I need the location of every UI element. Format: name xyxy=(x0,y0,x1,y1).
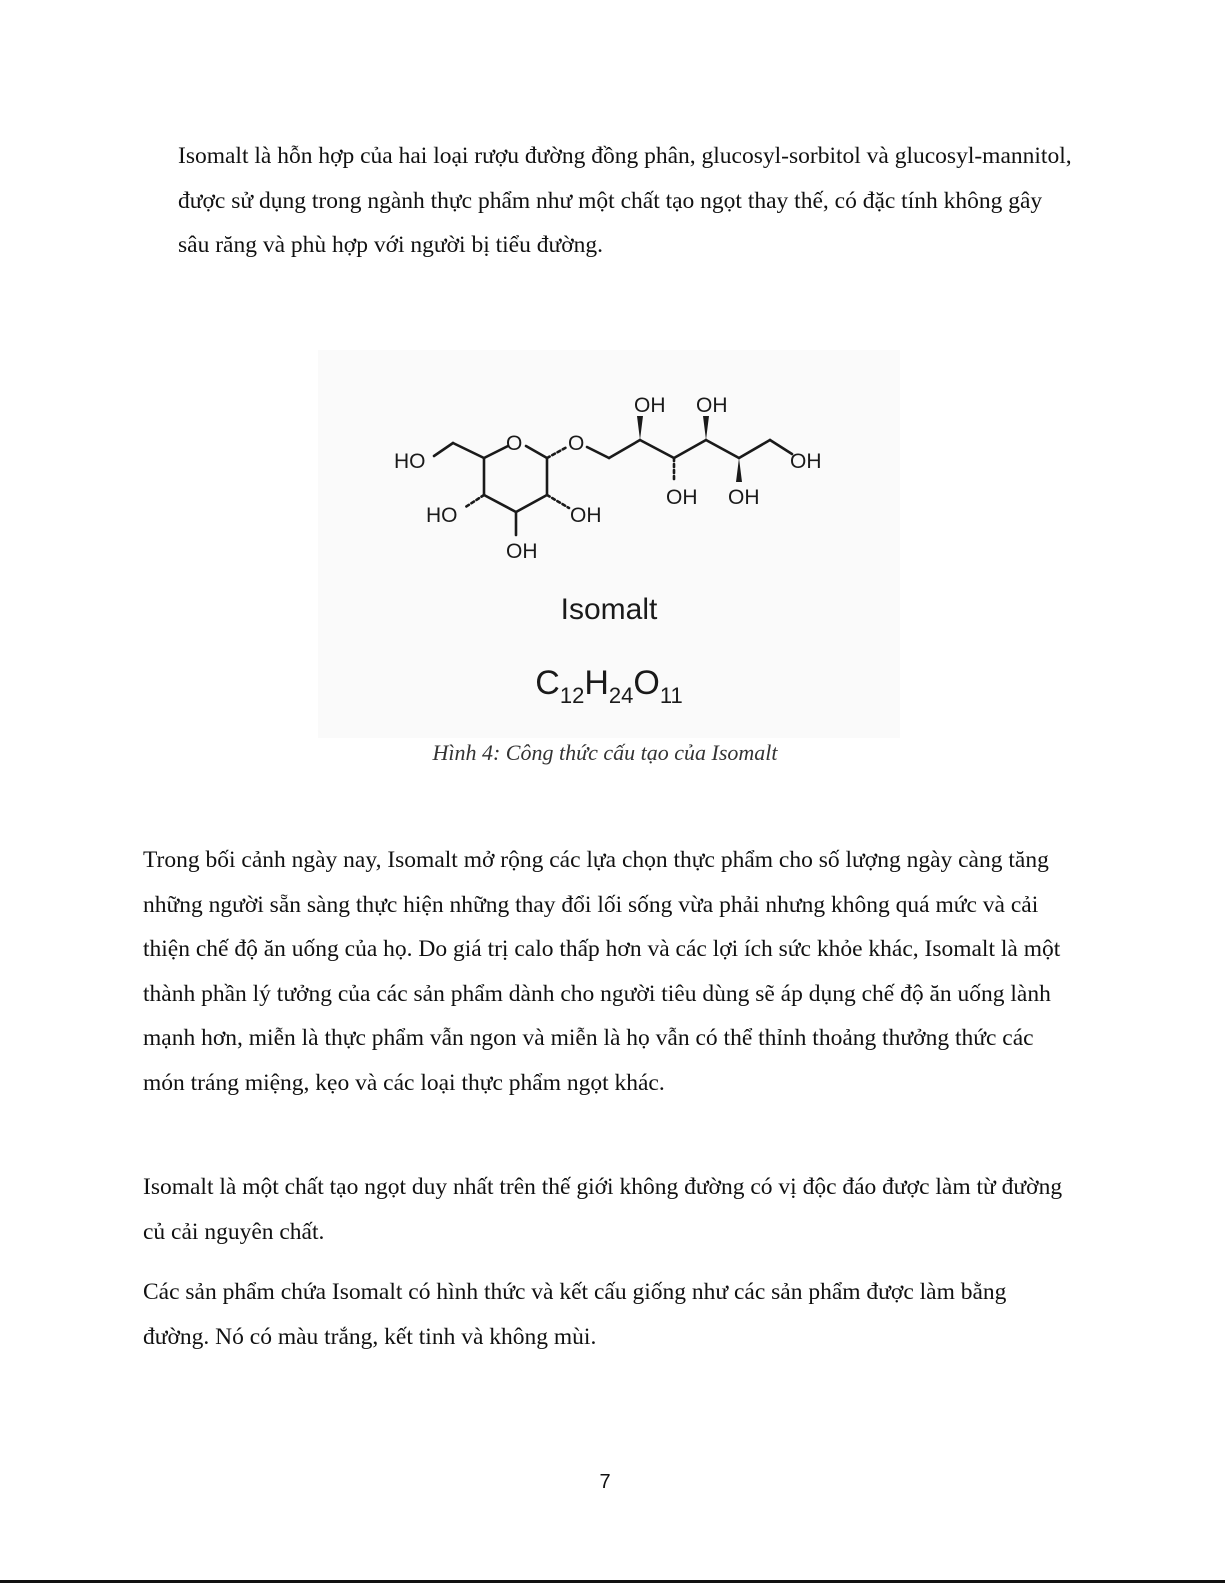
page-number: 7 xyxy=(599,1471,611,1493)
ho-label: HO xyxy=(394,450,426,473)
ch2-bond xyxy=(453,443,484,458)
chain-bond xyxy=(609,440,640,458)
oh-label: OH xyxy=(790,450,822,473)
oh-label: OH xyxy=(570,504,602,527)
ring-bond xyxy=(516,495,547,512)
figure-caption: Hình 4: Công thức cấu tạo của Isomalt xyxy=(432,740,778,765)
formula-h: H xyxy=(584,664,609,702)
isomalt-structure-diagram xyxy=(318,350,900,590)
compound-name: Isomalt xyxy=(560,593,658,626)
chain-bond xyxy=(770,440,792,454)
formula-o: O xyxy=(633,664,660,702)
wedge-bond xyxy=(703,416,709,440)
body-paragraph-2: Isomalt là một chất tạo ngọt duy nhất trên thế giới không đường có vị độc đáo được làm từ đường củ cải nguyên chất. xyxy=(143,1174,1063,1245)
formula-h-count: 24 xyxy=(608,683,634,708)
molecular-formula xyxy=(318,664,900,709)
bottom-divider xyxy=(0,1580,1225,1583)
chain-bond xyxy=(674,440,706,458)
ho-label: HO xyxy=(426,504,458,527)
oh-label: OH xyxy=(666,486,698,509)
intro-paragraph: Isomalt là hỗn hợp của hai loại rượu đường đồng phân, glucosyl-sorbitol và glucosyl-mannitol, được sử dụng trong ngành thực phẩm như một chất tạo ngọt thay thế, có đặc tính không gây sâu răng và phù hợp với người bị tiểu đường. xyxy=(178,143,1072,258)
wedge-bond xyxy=(736,458,742,482)
chain-bond xyxy=(739,440,770,458)
body-paragraph-3: Các sản phẩm chứa Isomalt có hình thức và kết cấu giống như các sản phẩm được làm bằng đường. Nó có màu trắng, kết tinh và không mùi. xyxy=(143,1279,1007,1350)
body-paragraph-1: Trong bối cảnh ngày nay, Isomalt mở rộng các lựa chọn thực phẩm cho số lượng ngày càng tăng những người sẵn sàng thực hiện những thay đổi lối sống vừa phải nhưng không quá mức và cải thiện chế độ ăn uống của họ. Do giá trị calo thấp hơn và các lợi ích sức khỏe khác, Isomalt là một thành phần lý tưởng của các sản phẩm dành cho người tiêu dùng sẽ áp dụng chế độ ăn uống lành mạnh hơn, miễn là thực phẩm vẫn ngon và miễn là họ vẫn có thể thỉnh thoảng thưởng thức các món tráng miệng, kẹo và các loại thực phẩm ngọt khác. xyxy=(143,847,1061,1096)
ring-bond xyxy=(484,446,508,458)
glycosidic-bond xyxy=(547,447,567,458)
wedge-bond xyxy=(637,416,643,440)
chain-bond xyxy=(706,440,739,458)
ring-bond xyxy=(484,495,516,512)
ring-oh-hashed-bond xyxy=(547,495,569,508)
formula-o-count: 11 xyxy=(659,683,683,708)
ring-bond xyxy=(526,446,547,458)
isomalt-structure-figure xyxy=(318,350,900,738)
chain-bond xyxy=(640,440,674,458)
bridge-oxygen-label: O xyxy=(568,432,585,455)
oh-label: OH xyxy=(728,486,760,509)
ring-oxygen-label: O xyxy=(506,432,523,455)
formula-c-count: 12 xyxy=(559,683,585,708)
formula-c: C xyxy=(535,664,560,702)
oh-label: OH xyxy=(634,394,666,417)
chain-bond xyxy=(587,447,609,458)
oh-label: OH xyxy=(696,394,728,417)
oh-label: OH xyxy=(506,540,538,563)
ch2-bond xyxy=(434,443,453,456)
ring-oh-hashed-bond xyxy=(464,495,484,508)
